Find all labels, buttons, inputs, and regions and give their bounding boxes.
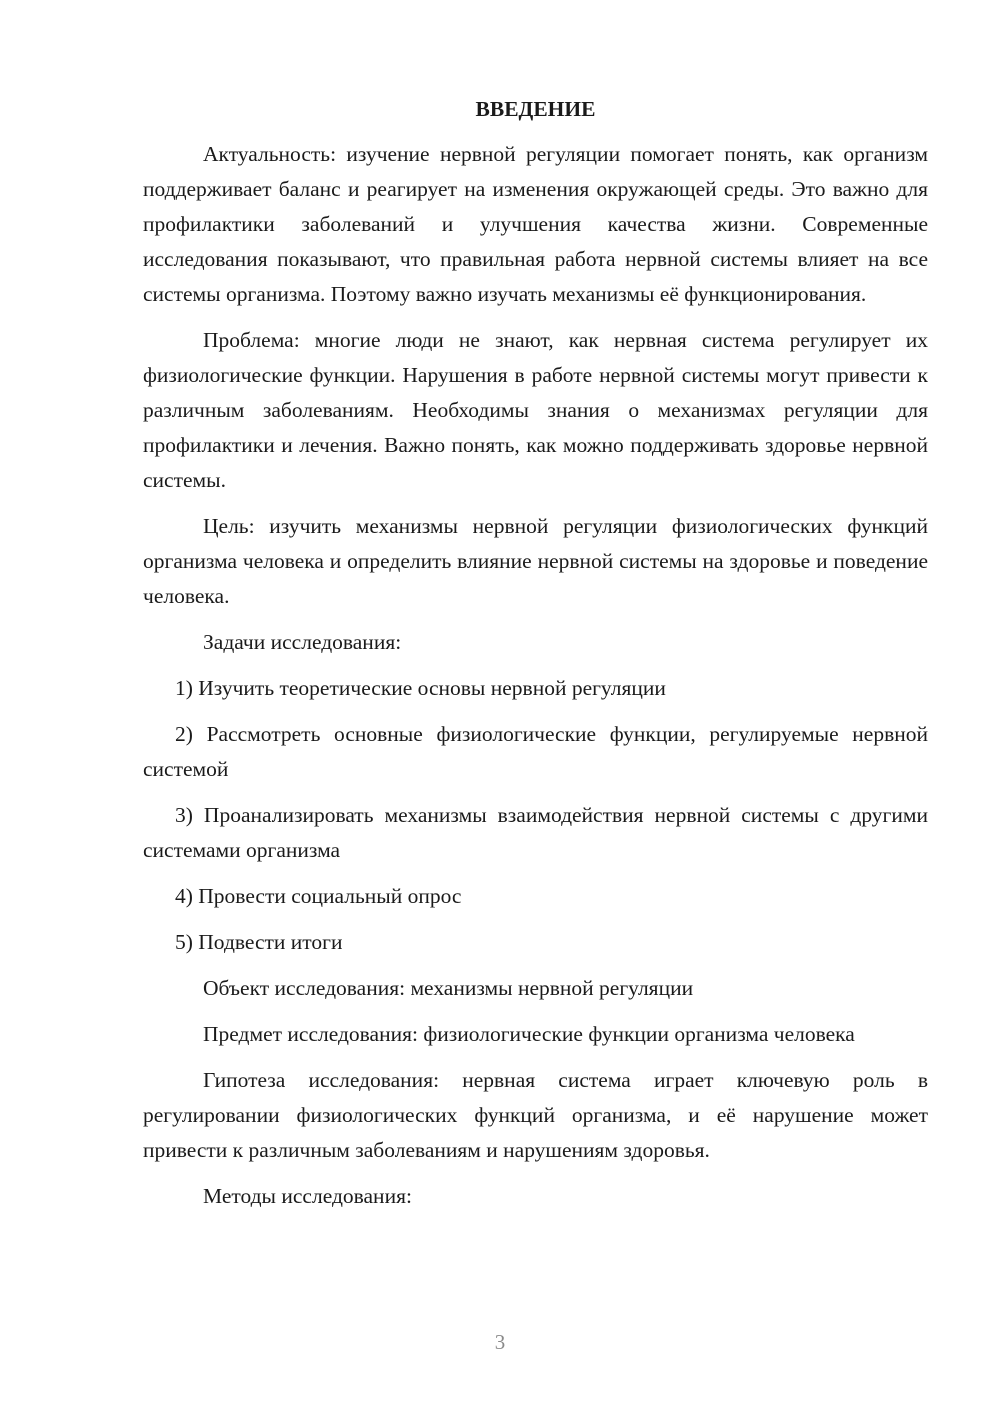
methods-heading: Методы исследования: bbox=[203, 1184, 412, 1208]
page-content bbox=[143, 92, 928, 1225]
task-item-5: 5) Подвести итоги bbox=[175, 930, 343, 954]
page-number: 3 bbox=[494, 1330, 506, 1354]
relevance-paragraph: Актуальность: изучение нервной регуляции помогает понять, как организм поддерживает баланс и реагирует на изменения окружающей среды. Это важно для профилактики заболеваний и улучшения качества жизни. Современные исследования показывают, что правильная работа нервной системы влияет на все системы организма. Поэтому важно изучать механизмы её функционирования. bbox=[143, 142, 928, 306]
subject-paragraph: Предмет исследования: физиологические функции организма человека bbox=[203, 1022, 855, 1046]
task-item-3: 3) Проанализировать механизмы взаимодействия нервной системы с другими системами организма bbox=[143, 803, 928, 862]
task-item-2: 2) Рассмотреть основные физиологические функции, регулируемые нервной системой bbox=[143, 722, 928, 781]
object-paragraph: Объект исследования: механизмы нервной регуляции bbox=[203, 976, 694, 1000]
task-item-1: 1) Изучить теоретические основы нервной регуляции bbox=[175, 676, 666, 700]
task-item-4: 4) Провести социальный опрос bbox=[175, 884, 462, 908]
hypothesis-paragraph: Гипотеза исследования: нервная система играет ключевую роль в регулировании физиологических функций организма, и её нарушение может привести к различным заболеваниям и нарушениям здоровья. bbox=[143, 1068, 928, 1162]
problem-paragraph: Проблема: многие люди не знают, как нервная система регулирует их физиологические функции. Нарушения в работе нервной системы могут привести к различным заболеваниям. Необходимы знания о механизмах регуляции для профилактики и лечения. Важно понять, как можно поддерживать здоровье нервной системы. bbox=[143, 328, 928, 492]
section-title: ВВЕДЕНИЕ bbox=[475, 97, 596, 121]
tasks-heading: Задачи исследования: bbox=[203, 630, 402, 654]
goal-paragraph: Цель: изучить механизмы нервной регуляции физиологических функций организма человека и определить влияние нервной системы на здоровье и поведение человека. bbox=[143, 514, 928, 608]
